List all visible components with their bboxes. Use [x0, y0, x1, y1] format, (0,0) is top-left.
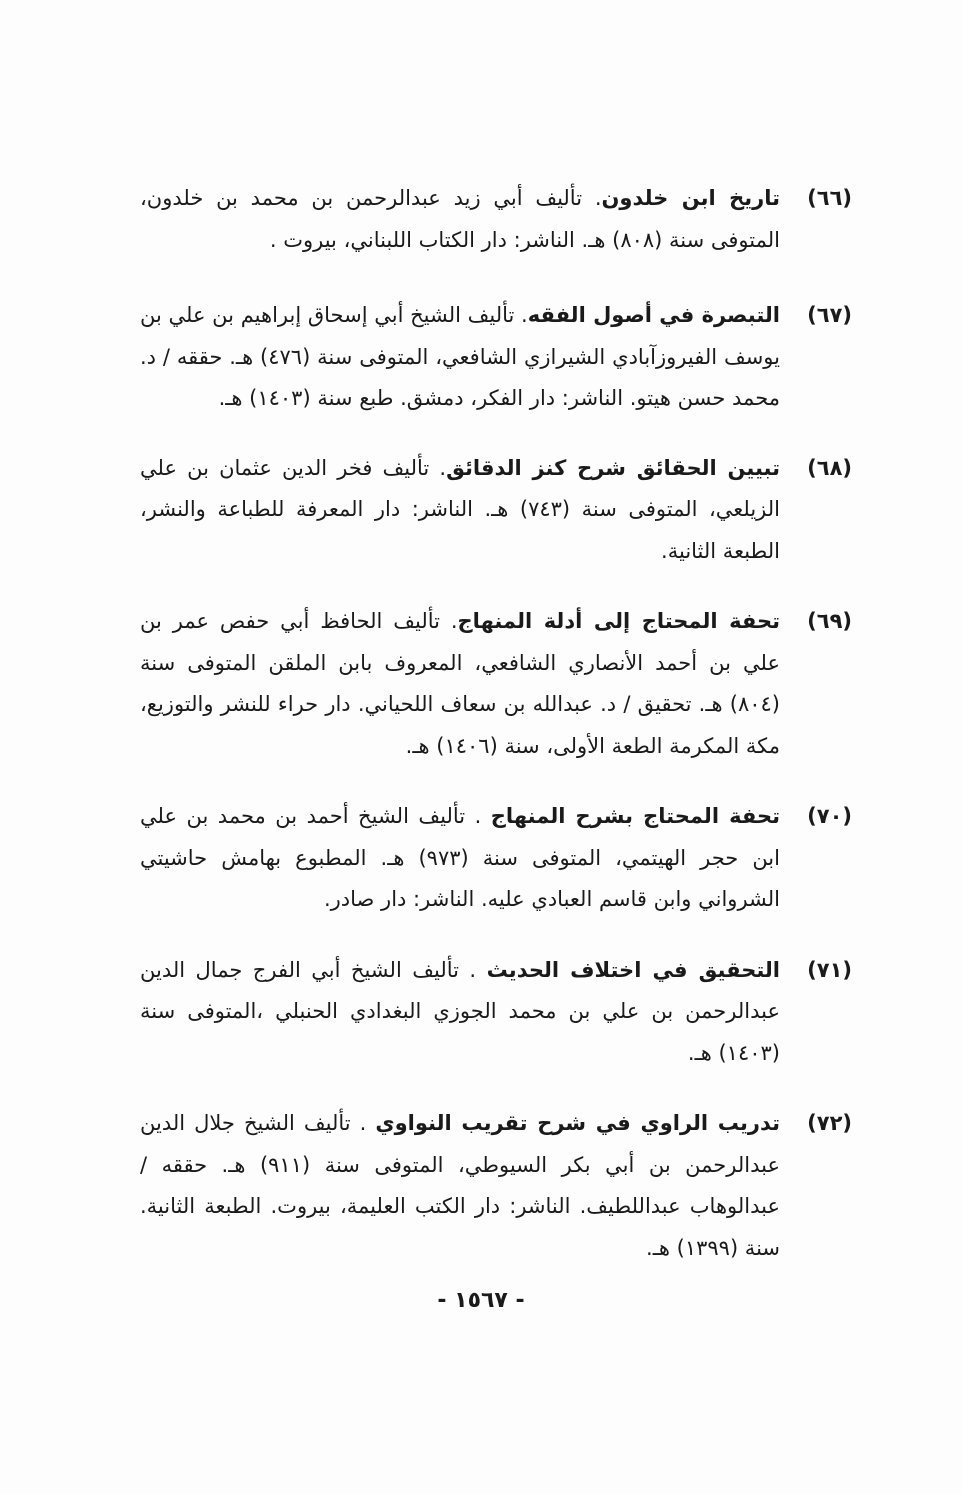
entry-number: (٧٠): [807, 804, 852, 828]
entry-number: (٧٢): [807, 1111, 852, 1135]
bibliography-entry: [140, 178, 852, 261]
entry-title: تدريب الراوي في شرح تقريب النواوي: [375, 1111, 780, 1135]
bibliography-entry: [140, 295, 852, 420]
bibliography-entry: [140, 796, 852, 921]
entry-title: تحفة المحتاج إلى أدلة المنهاج: [457, 609, 780, 633]
entry-body: . تأليف أبي زيد عبدالرحمن بن محمد بن خلدون، المتوفى سنة (٨٠٨) هـ. الناشر: دار الكتاب اللبناني، بيروت .: [140, 186, 780, 252]
bibliography-entry: [140, 448, 852, 573]
entry-title: التبصرة في أصول الفقه: [527, 303, 780, 327]
entry-body: . تأليف الحافظ أبي حفص عمر بن علي بن أحمد الأنصاري الشافعي، المعروف بابن الملقن المتوفى سنة (٨٠٤) هـ. تحقيق / د. عبدالله بن سعاف اللحياني. دار حراء للنشر والتوزيع، مكة المكرمة الطعة الأولى، سنة (١٤٠٦) هـ.: [140, 609, 780, 758]
entry-number: (٦٦): [807, 186, 852, 210]
entry-body: . تأليف الشيخ أبي الفرج جمال الدين عبدالرحمن بن علي بن محمد الجوزي البغدادي الحنبلي ،المتوفى سنة (١٤٠٣) هـ.: [140, 957, 780, 1065]
entry-body: . تأليف فخر الدين عثمان بن علي الزيلعي، المتوفى سنة (٧٤٣) هـ. الناشر: دار المعرفة للطباعة والنشر، الطبعة الثانية.: [140, 455, 780, 563]
entry-body: . تأليف الشيخ جلال الدين عبدالرحمن بن أبي بكر السيوطي، المتوفى سنة (٩١١) هـ. حققه / عبدالوهاب عبداللطيف. الناشر: دار الكتب العليمة، بيروت. الطبعة الثانية. سنة (١٣٩٩) هـ.: [140, 1111, 780, 1260]
entry-title: تحفة المحتاج بشرح المنهاج: [490, 804, 781, 828]
entry-number: (٦٨): [807, 455, 852, 480]
bibliography-entry: [140, 601, 852, 767]
entry-title: تبيين الحقائق شرح كنز الدقائق: [446, 455, 780, 480]
entry-number: (٧١): [807, 957, 852, 982]
entry-title: التحقيق في اختلاف الحديث: [486, 957, 780, 982]
page-number: - ١٥٦٧ -: [437, 1288, 525, 1313]
entry-body: . تأليف الشيخ أبي إسحاق إبراهيم بن علي بن يوسف الفيروزآبادي الشيرازي الشافعي، المتوفى سنة (٤٧٦) هـ. حققه / د. محمد حسن هيتو. الناشر: دار الفكر، دمشق. طبع سنة (١٤٠٣) هـ.: [140, 303, 780, 410]
entry-title: تاريخ ابن خلدون: [601, 186, 780, 210]
entry-number: (٦٩): [807, 609, 852, 633]
bibliography-entry: [140, 1103, 852, 1269]
bibliography-list: [140, 178, 852, 1269]
bibliography-entry: [140, 950, 852, 1075]
entry-body: . تأليف الشيخ أحمد بن محمد بن علي ابن حجر الهيتمي، المتوفى سنة (٩٧٣) هـ. المطبوع بهامش حاشيتي الشرواني وابن قاسم العبادي عليه. الناشر: دار صادر.: [140, 804, 780, 911]
entry-number: (٦٧): [807, 303, 852, 327]
